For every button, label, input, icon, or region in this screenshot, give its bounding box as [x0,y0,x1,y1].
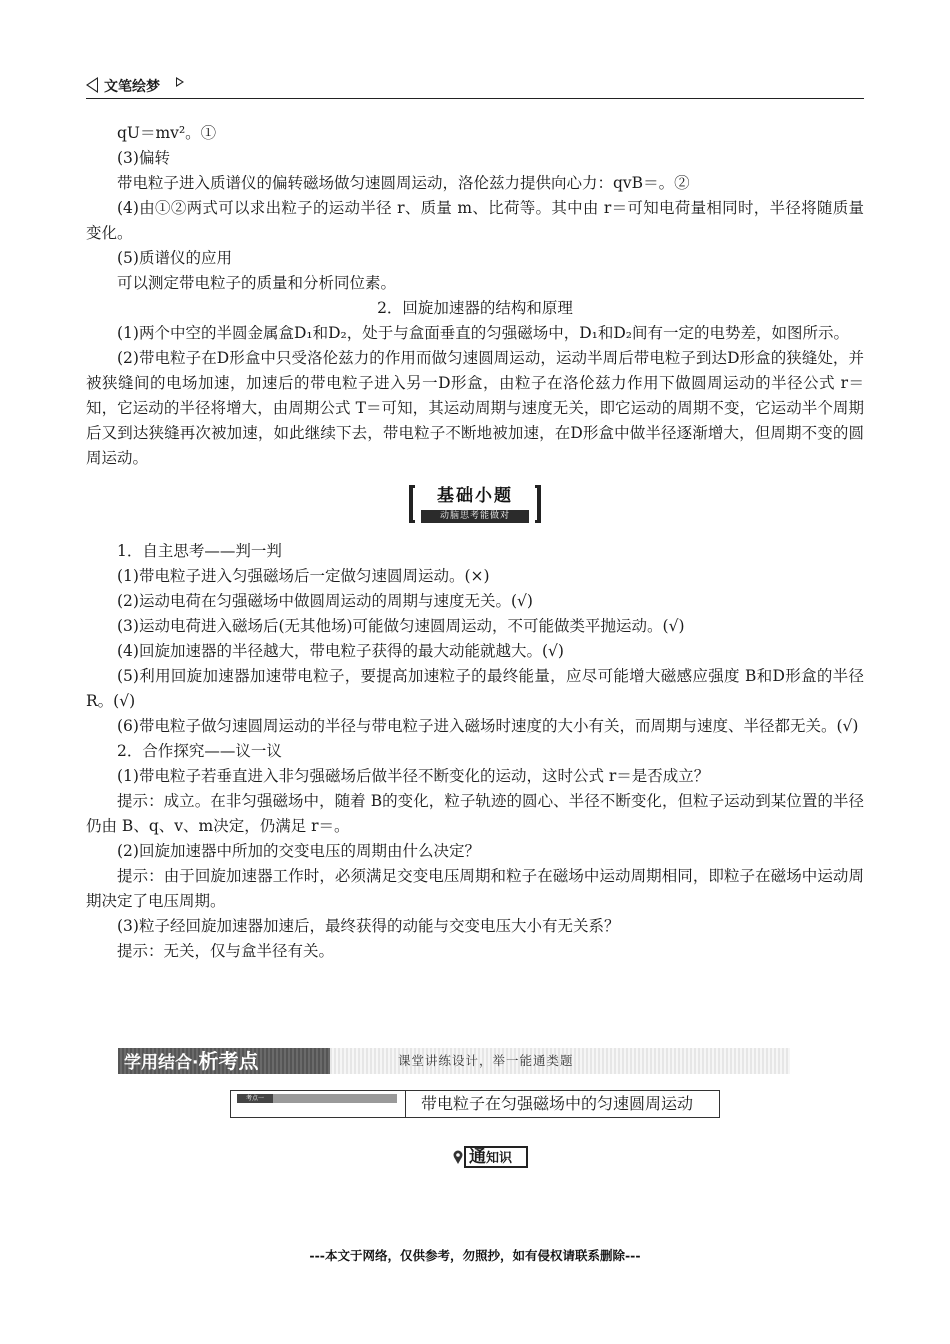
formula-line: qU＝mv²。① [117,124,217,142]
document-body [86,121,864,964]
quiz-item: (5)利用回旋加速器加速带电粒子，要提高加速粒子的最终能量，应尽可能增大磁感应强度 B和D形盒的半径 R。(√) [86,667,864,710]
quiz-heading-discuss: 2．合作探究——议一议 [117,742,282,760]
discuss-answer: 提示：成立。在非匀强磁场中，随着 B的变化，粒子轨迹的圆心、半径不断变化，但粒子运动到某位置的半径仍由 B、q、v、m决定，仍满足 r＝。 [86,792,864,835]
section-bar [118,1048,790,1074]
topic-title: 带电粒子在匀强磁场中的匀速圆周运动 [421,1094,694,1113]
pin-icon [452,1150,464,1164]
para-deflection-heading: (3)偏转 [117,149,170,167]
discuss-question: (1)带电粒子若垂直进入非匀强磁场后做半径不断变化的运动，这时公式 r＝是否成立？ [117,767,710,785]
discuss-question: (2)回旋加速器中所加的交变电压的周期由什么决定？ [117,842,480,860]
section-label: 学用结合·析考点 [118,1048,330,1074]
quiz-item: (6)带电粒子做匀速圆周运动的半径与带电粒子进入磁场时速度的大小有关，而周期与速度、半径都无关。(√) [117,717,859,735]
topic-box [230,1090,720,1118]
para-cyclotron-structure: (1)两个中空的半圆金属盒D₁和D₂，处于与盒面垂直的匀强磁场中，D₁和D₂间有一定的电势差，如图所示。 [117,324,850,342]
badge-title: 基础小题 [437,486,513,506]
tong-zhishi-badge: 通知识 [452,1146,530,1170]
quiz-item: (2)运动电荷在匀强磁场中做圆周运动的周期与速度无关。(√) [117,592,533,610]
para-radius: (4)由①②两式可以求出粒子的运动半径 r、质量 m、比荷等。其中由 r＝可知电荷量相同时，半径将随质量变化。 [86,199,864,242]
footer-disclaimer: ---本文于网络，仅供参考，勿照抄，如有侵权请联系删除--- [309,1248,641,1263]
para-application-heading: (5)质谱仪的应用 [117,249,232,267]
badge-subtitle: 动脑思考能做对 [421,510,529,523]
quiz-item: (3)运动电荷进入磁场后(无其他场)可能做匀速圆周运动，不可能做类平抛运动。(√) [117,617,685,635]
para-deflection: 带电粒子进入质谱仪的偏转磁场做匀速圆周运动，洛伦兹力提供向心力：qvB＝。② [117,174,690,192]
para-cyclotron-principle: (2)带电粒子在D形盒中只受洛伦兹力的作用而做匀速圆周运动，运动半周后带电粒子到达D形盒的狭缝处，并被狭缝间的电场加速，加速后的带电粒子进入另一D形盒，由粒子在洛伦兹力作用下做圆周运动的半径公式 r＝知，它运动的半径将增大，由周期公式 T＝可知，其运动周期与速度无关，即它运动的周期不变，它运动半个周期后又到达狭缝再次被加速，如此继续下去，带电粒子不断地被加速，在D形盒中做半径逐渐增大，但周期不变的圆周运动。 [86,349,864,467]
discuss-question: (3)粒子经回旋加速器加速后，最终获得的动能与交变电压大小有无关系？ [117,917,620,935]
right-triangle-icon [176,77,184,87]
para-application: 可以测定带电粒子的质量和分析同位素。 [117,274,397,292]
quiz-heading-judge: 1．自主思考——判一判 [117,542,282,560]
left-triangle-icon [86,77,98,93]
basic-questions-badge [86,483,864,527]
discuss-answer: 提示：由于回旋加速器工作时，必须满足交变电压周期和粒子在磁场中运动周期相同，即粒子在磁场中运动周期决定了电压周期。 [86,867,864,910]
discuss-answer: 提示：无关，仅与盒半径有关。 [117,942,335,960]
quiz-item: (4)回旋加速器的半径越大，带电粒子获得的最大动能就越大。(√) [117,642,564,660]
cyclotron-heading: 2．回旋加速器的结构和原理 [377,299,573,317]
topic-tag: 考点一 [237,1094,397,1103]
section-description: 课堂讲练设计，举一能通类题 [398,1053,574,1068]
page-header [86,74,864,99]
quiz-item: (1)带电粒子进入匀强磁场后一定做匀速圆周运动。(×) [117,567,490,585]
brand-name: 文笔绘梦 [104,79,160,95]
